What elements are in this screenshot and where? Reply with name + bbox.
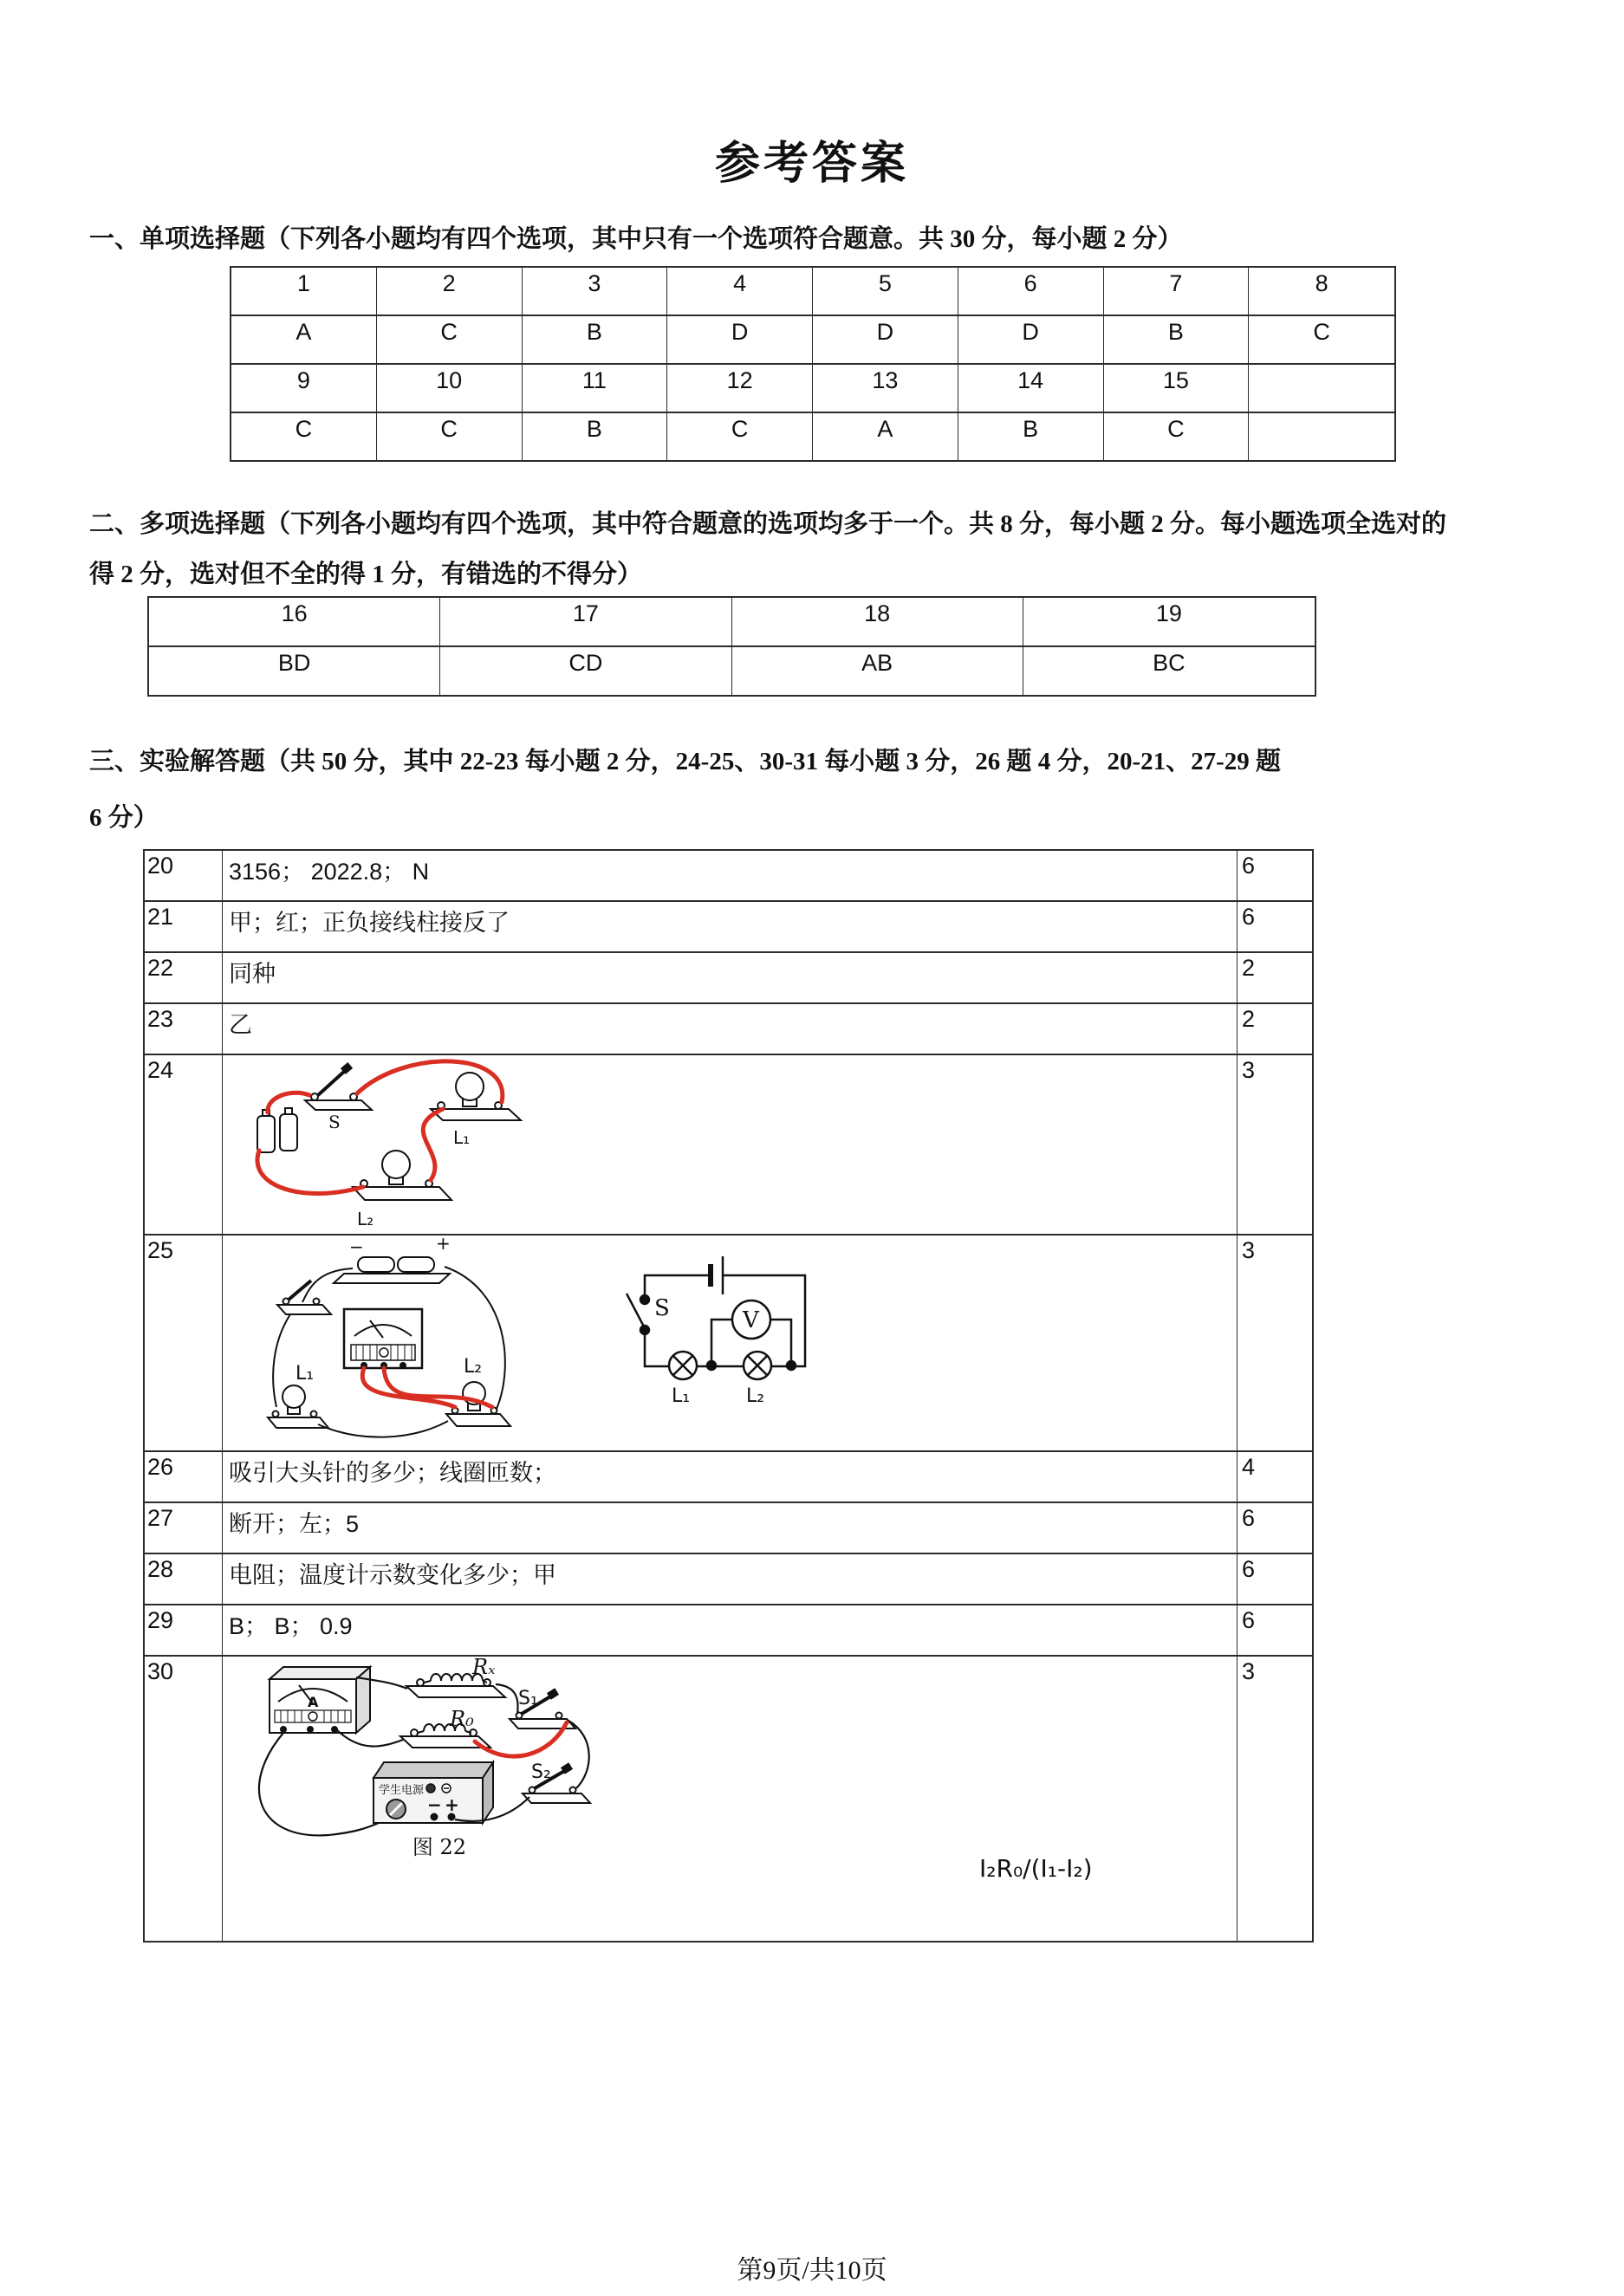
answer-cell-figure [223, 1657, 1237, 1941]
question-number-cell: 21 [145, 902, 223, 951]
question-number-cell: 28 [145, 1554, 223, 1604]
ammeter-label: A [308, 1694, 319, 1710]
question-number-cell: 14 [958, 365, 1104, 412]
minus-terminal-label: − [427, 1794, 442, 1815]
question-number-cell: 10 [377, 365, 523, 412]
section-1-heading: 一、单项选择题（下列各小题均有四个选项，其中只有一个选项符合题意。共 30 分，每小题 2 分） [89, 225, 1183, 253]
table-row [145, 953, 1312, 1004]
score-cell: 3 [1242, 1237, 1256, 1263]
answer-cell: D [958, 316, 1104, 363]
question-number-cell: 24 [145, 1055, 223, 1234]
schematic-lamp1-label: L₁ [672, 1385, 691, 1407]
answer-cell [1249, 413, 1394, 460]
score-cell: 6 [1242, 853, 1256, 879]
resistor-rx-label: Rₓ [472, 1657, 496, 1679]
table-row [145, 1605, 1312, 1657]
switch-icon [305, 1063, 372, 1110]
figure-caption: 图 22 [412, 1835, 467, 1859]
table-row [231, 268, 1394, 316]
question-number-cell: 26 [145, 1452, 223, 1501]
answer-cell: 吸引大头针的多少；线圈匝数； [223, 1452, 1237, 1501]
question-number-cell: 17 [440, 598, 731, 645]
table-row [149, 598, 1315, 647]
question-number-cell: 22 [145, 953, 223, 1002]
schematic-switch-label: S [654, 1295, 670, 1321]
lamp1-label: L₁ [296, 1363, 315, 1385]
schematic-voltmeter-label: V [743, 1307, 759, 1333]
schematic-lamp2-label: L₂ [746, 1385, 765, 1407]
answer-cell: BD [149, 647, 440, 695]
table-row [145, 1055, 1312, 1236]
score-cell: 3 [1242, 1658, 1256, 1684]
question-number-cell: 16 [149, 598, 440, 645]
ammeter-icon [270, 1667, 370, 1733]
section-3-heading-line2: 6 分） [89, 804, 159, 832]
experiment-answer-table [143, 849, 1314, 1943]
voltmeter-icon [344, 1309, 422, 1369]
answer-cell: B [1104, 316, 1250, 363]
question-number-cell: 15 [1104, 365, 1250, 412]
table-row [145, 1657, 1312, 1941]
question-number-cell: 25 [145, 1236, 223, 1450]
question-number-cell: 4 [667, 268, 813, 315]
answer-cell: C [377, 316, 523, 363]
answer-cell: 断开；左；5 [223, 1503, 1237, 1553]
answer-cell: 甲；红；正负接线柱接反了 [223, 902, 1237, 951]
table-row [231, 316, 1394, 365]
section-3-heading-line1: 三、实验解答题（共 50 分，其中 22-23 每小题 2 分，24-25、30-31 每小题 3 分，26 题 4 分，20-21、27-29 题 [89, 748, 1282, 775]
answer-cell: 乙 [223, 1004, 1237, 1054]
table-row [231, 413, 1394, 460]
switch-label: S [328, 1112, 341, 1132]
question-number-cell: 30 [145, 1657, 223, 1941]
switch-s1-label: S₁ [518, 1688, 538, 1709]
question-number-cell: 12 [667, 365, 813, 412]
circuit-figure-q24 [223, 1055, 1237, 1234]
answer-cell-figure [223, 1236, 1237, 1450]
question-number-cell: 1 [231, 268, 377, 315]
question-number-cell [1249, 365, 1394, 412]
answer-cell: B [523, 316, 668, 363]
score-cell: 6 [1242, 904, 1256, 930]
switch-s2-label: S₂ [531, 1761, 551, 1783]
question-number-cell: 23 [145, 1004, 223, 1054]
answer-cell: 3156； 2022.8； N [223, 851, 1237, 900]
multi-choice-answer-table [147, 596, 1316, 697]
score-cell: 4 [1242, 1454, 1256, 1480]
circuit-schematic [627, 1256, 805, 1379]
plus-terminal-label: + [436, 1236, 451, 1254]
lamp-icon [431, 1073, 521, 1120]
score-cell: 3 [1242, 1057, 1256, 1083]
table-row [145, 1554, 1312, 1605]
question-number-cell: 20 [145, 851, 223, 900]
question-number-cell: 5 [813, 268, 958, 315]
battery-icon [257, 1108, 297, 1152]
question-number-cell: 29 [145, 1605, 223, 1655]
section-2-heading-line2: 得 2 分，选对但不全的得 1 分，有错选的不得分） [89, 561, 643, 588]
score-cell: 6 [1242, 1505, 1256, 1531]
question-number-cell: 19 [1155, 600, 1182, 626]
table-row [145, 1503, 1312, 1554]
power-supply-label: 学生电源 [379, 1784, 425, 1797]
page-title: 参考答案 [714, 139, 909, 189]
question-number-cell: 11 [523, 365, 668, 412]
resistor-r0-label: R₀ [450, 1707, 474, 1731]
answer-cell: B [958, 413, 1104, 460]
lamp2-label: L₂ [464, 1356, 483, 1378]
table-row [145, 851, 1312, 902]
page-number: 第9页/共10页 [737, 2256, 887, 2285]
answer-cell: D [667, 316, 813, 363]
answer-cell: D [813, 316, 958, 363]
score-cell: 2 [1242, 1006, 1256, 1032]
answer-cell: AB [732, 647, 1023, 695]
lamp-icon [446, 1382, 510, 1426]
table-row [145, 1236, 1312, 1452]
question-number-cell: 9 [231, 365, 377, 412]
score-cell: 6 [1242, 1607, 1256, 1633]
minus-terminal-label: − [349, 1236, 364, 1257]
answer-cell: B； B； 0.9 [223, 1605, 1237, 1655]
answer-cell: C [667, 413, 813, 460]
battery-pack-icon [334, 1257, 450, 1283]
question-number-cell: 7 [1104, 268, 1250, 315]
single-choice-answer-table [230, 266, 1396, 462]
answer-cell: A [813, 413, 958, 460]
table-row [231, 365, 1394, 413]
answer-cell: 同种 [223, 953, 1237, 1002]
answer-cell: C [1313, 319, 1330, 345]
answer-cell: 电阻；温度计示数变化多少；甲 [223, 1554, 1237, 1604]
table-row [145, 902, 1312, 953]
question-number-cell: 3 [523, 268, 668, 315]
question-number-cell: 6 [958, 268, 1104, 315]
table-row [145, 1004, 1312, 1055]
question-number-cell: 8 [1315, 270, 1328, 296]
answer-cell: C [1104, 413, 1250, 460]
section-2-heading-line1: 二、多项选择题（下列各小题均有四个选项，其中符合题意的选项均多于一个。共 8 分，每小题 2 分。每小题选项全选对的 [89, 510, 1447, 538]
answer-cell: C [231, 413, 377, 460]
question-number-cell: 27 [145, 1503, 223, 1553]
table-row [149, 647, 1315, 695]
score-cell: 6 [1242, 1556, 1256, 1582]
answer-formula: I₂R₀/(I₁-I₂) [979, 1854, 1093, 1883]
answer-cell: CD [440, 647, 731, 695]
answer-cell: C [377, 413, 523, 460]
circuit-figure-q25 [223, 1236, 1237, 1450]
question-number-cell: 18 [732, 598, 1023, 645]
score-cell: 2 [1242, 955, 1256, 981]
table-row [145, 1452, 1312, 1503]
answer-cell: B [523, 413, 668, 460]
plus-terminal-label: + [445, 1794, 459, 1815]
circuit-figure-q30 [223, 1657, 1237, 1941]
answer-cell: BC [1153, 650, 1186, 676]
lamp-icon [353, 1151, 451, 1200]
lamp1-label: L₁ [453, 1127, 471, 1148]
answer-cell-figure [223, 1055, 1237, 1234]
answer-cell: A [231, 316, 377, 363]
lamp2-label: L₂ [357, 1209, 374, 1229]
question-number-cell: 13 [813, 365, 958, 412]
question-number-cell: 2 [377, 268, 523, 315]
